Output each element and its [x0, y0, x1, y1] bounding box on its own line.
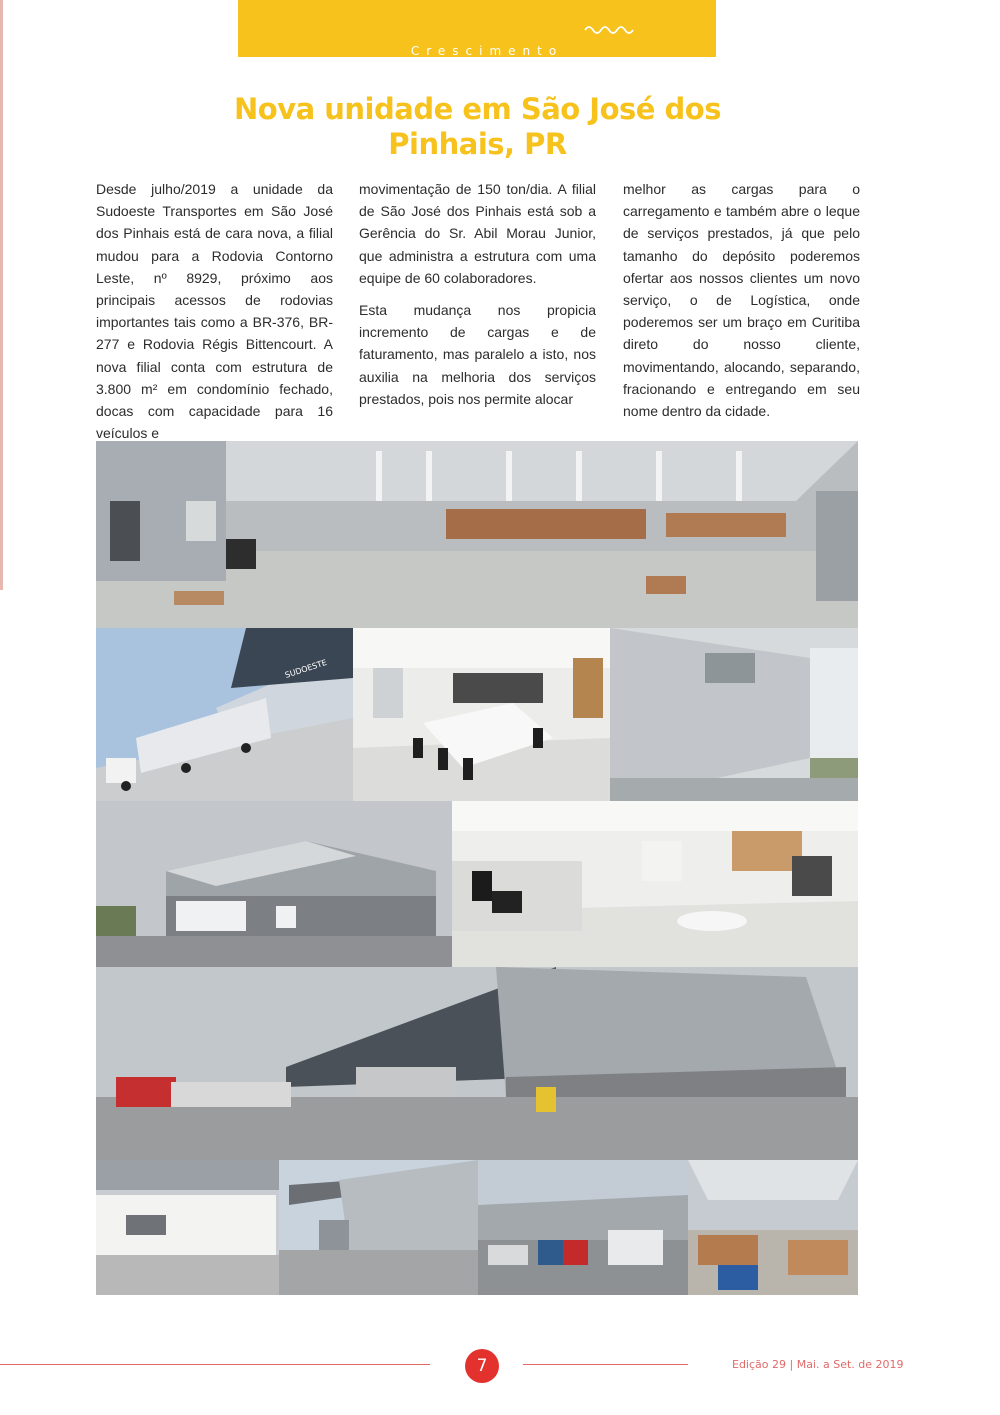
- article-column-2: [359, 178, 596, 420]
- warehouse-exterior-photo: [96, 801, 452, 967]
- footer-divider-right: [523, 1364, 688, 1365]
- footer-divider-left: [0, 1364, 430, 1365]
- trucks-loading-dock-photo: [96, 628, 353, 801]
- paragraph: melhor as cargas para o carregamento e também abre o leque de serviços prestados, já que pelo tamanho do depósito poderemos ofertar aos nossos clientes um novo serviço, o de Logística, onde poderemos ser um braço em Curitiba direto do nosso cliente, movimentando, alocando, separando, fracionando e entregando em seu nome dentro da cidade.: [623, 181, 860, 420]
- meeting-room-photo: [353, 628, 610, 801]
- loading-dock-canopy-photo: [96, 967, 858, 1160]
- paragraph: Desde julho/2019 a unidade da Sudoeste Transportes em São José dos Pinhais está de cara nova, a filial mudou para a Rodovia Contorno Leste, nº 8929, próximo aos principais acessos de rodovias importantes tais como a BR-376, BR-277 e Rodovia Régis Bittencourt. A nova filial conta com estrutura de 3.800 m² em condomínio fechado, docas com capacidade para 16 veículos e: [96, 181, 333, 442]
- dock-entrance-photo: [279, 1160, 478, 1295]
- article-title: Nova unidade em São José dos Pinhais, PR: [234, 92, 721, 161]
- article-column-3: [623, 178, 860, 432]
- paragraph: movimentação de 150 ton/dia. A filial de São José dos Pinhais está sob a Gerência do Sr. Abil Morau Junior, que administra a estrutura com uma equipe de 60 colaboradores.: [359, 181, 596, 286]
- modular-office-container-photo: [610, 628, 858, 801]
- trucks-parked-photo: [478, 1160, 688, 1295]
- section-label: Crescimento: [410, 44, 564, 58]
- article-column-1: [96, 178, 333, 454]
- paragraph: Esta mudança nos propicia incremento de cargas e de faturamento, mas paralelo a isto, nos auxilia na melhoria dos serviços prestados, pois nos permite alocar: [359, 302, 596, 407]
- wave-icon: [584, 22, 634, 34]
- warehouse-storage-photo: [688, 1160, 858, 1295]
- edition-label: Edição 29 | Mai. a Set. de 2019: [732, 1358, 904, 1371]
- page-edge-stripe: [0, 0, 3, 590]
- truck-sign-text: SUDOESTE: [283, 657, 328, 680]
- page-number-badge: 7: [465, 1349, 499, 1383]
- office-building-interior-photo: [96, 1160, 279, 1295]
- warehouse-interior-panorama-photo: [96, 441, 858, 628]
- office-reception-photo: [452, 801, 858, 967]
